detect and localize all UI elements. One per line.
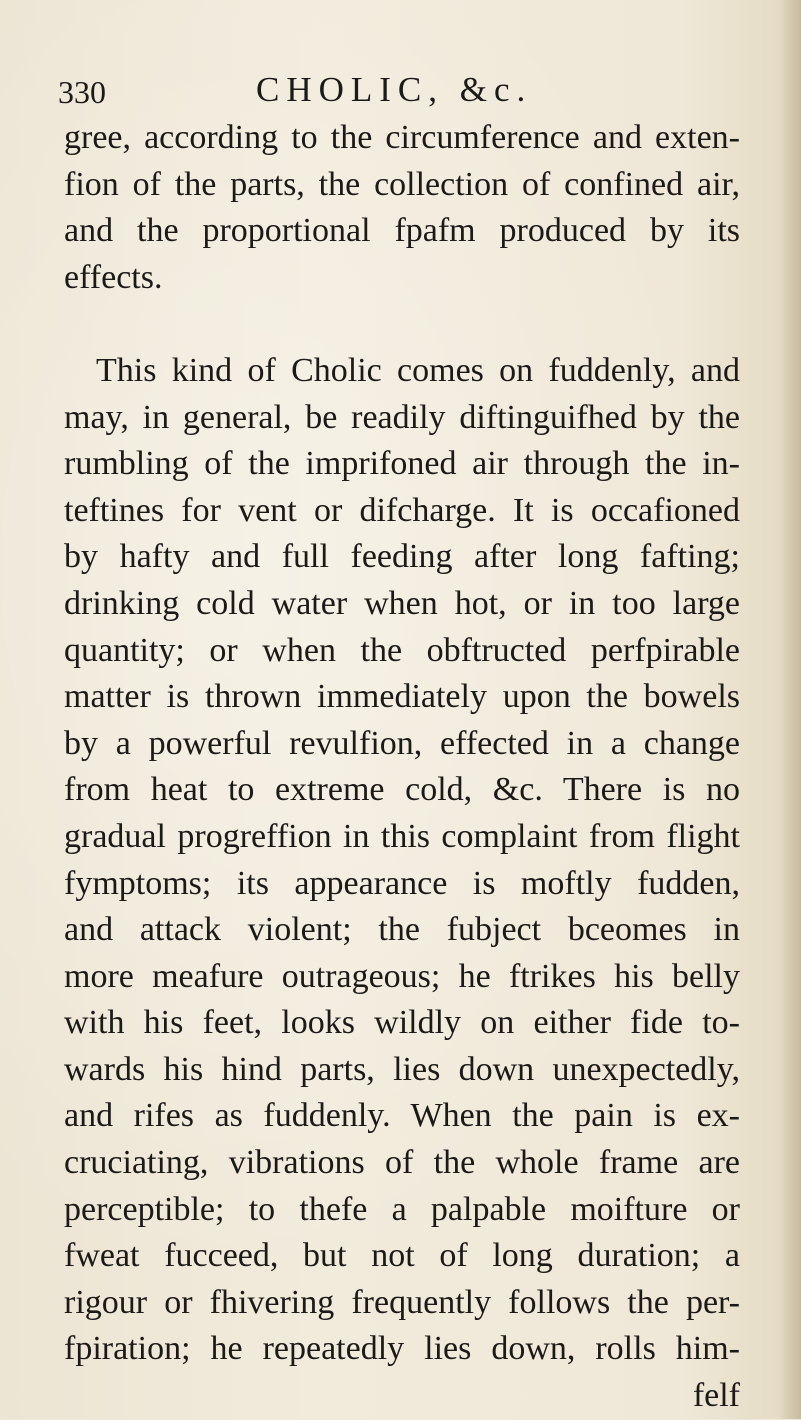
text-line: gradual progreffion in this complaint from flight	[64, 817, 740, 855]
text-line: perceptible; to thefe a palpable moifture or	[64, 1190, 740, 1228]
text-line: with his feet, looks wildly on either fide to-	[64, 1004, 740, 1042]
text-line: effects.	[64, 258, 163, 296]
text-line: by hafty and full feeding after long fafting;	[64, 538, 740, 576]
text-line: wards his hind parts, lies down unexpectedly,	[64, 1050, 740, 1088]
text-line: and rifes as fuddenly. When the pain is ex-	[64, 1097, 740, 1135]
text-line: rumbling of the imprifoned air through the in-	[64, 445, 740, 483]
text-line: and attack violent; the fubject bceomes in	[64, 911, 740, 949]
text-line: from heat to extreme cold, &c. There is no	[64, 771, 740, 809]
body-text	[64, 115, 740, 1420]
catchword: felf	[692, 1377, 740, 1415]
running-head: CHOLIC, &c.	[256, 70, 533, 109]
text-line: gree, according to the circumference and exten-	[64, 119, 740, 156]
page-header	[58, 68, 658, 108]
page-number: 330	[58, 74, 106, 110]
text-line: This kind of Cholic comes on fuddenly, and	[96, 351, 740, 389]
text-line: fweat fucceed, but not of long duration; a	[64, 1237, 740, 1275]
page-edge-shadow	[779, 0, 801, 1419]
paragraph-gap	[64, 301, 740, 348]
text-line: quantity; or when the obftructed perfpirable	[64, 631, 740, 669]
text-line: and the proportional fpafm produced by its	[64, 212, 740, 250]
text-line: teftines for vent or difcharge. It is occafioned	[64, 491, 740, 529]
text-line: fymptoms; its appearance is moftly fudden,	[64, 864, 740, 902]
text-line: more meafure outrageous; he ftrikes his belly	[64, 957, 740, 995]
text-line: drinking cold water when hot, or in too large	[64, 584, 740, 622]
text-line: fpiration; he repeatedly lies down, rolls him-	[64, 1330, 740, 1368]
text-line: by a powerful revulfion, effected in a change	[64, 724, 740, 762]
text-line: matter is thrown immediately upon the bowels	[64, 678, 740, 716]
text-line: cruciating, vibrations of the whole frame are	[64, 1144, 740, 1182]
text-line: may, in general, be readily diftinguifhed by the	[64, 398, 740, 436]
text-line: fion of the parts, the collection of confined air,	[64, 165, 740, 203]
text-line: rigour or fhivering frequently follows the per-	[64, 1283, 740, 1321]
